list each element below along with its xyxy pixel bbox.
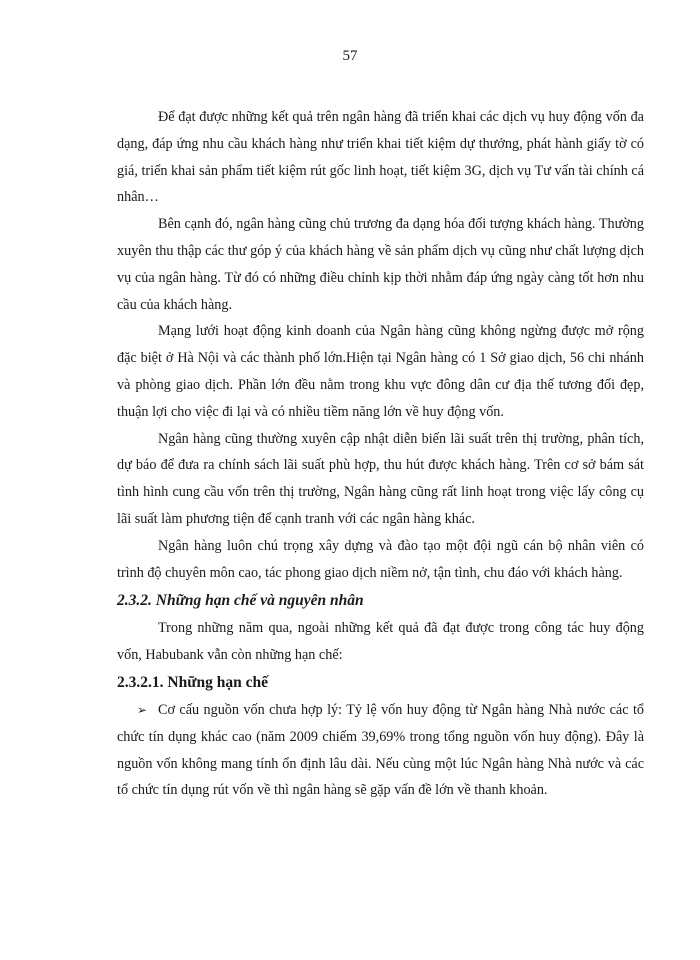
paragraph-network: Mạng lưới hoạt động kinh doanh của Ngân hàng cũng không ngừng được mở rộng đặc biệt ở Hà Nội và các thành phố lớn.Hiện tại Ngân hàng có 1 Sở giao dịch, 56 chi nhánh và phòng giao dịch. Phần lớn đều nằm trong khu vực đông dân cư địa thế tương đối đẹp, thuận lợi cho việc đi lại và có nhiều tiềm năng lớn về huy động vốn.	[117, 323, 644, 420]
paragraph-limitations-intro: Trong những năm qua, ngoài những kết quả đã đạt được trong công tác huy động vốn, Habubank vẫn còn những hạn chế:	[117, 620, 644, 664]
arrow-bullet-icon: ➢	[137, 702, 148, 717]
paragraph-services: Để đạt được những kết quả trên ngân hàng đã triển khai các dịch vụ huy động vốn đa dạng, đáp ứng nhu cầu khách hàng như triển khai tiết kiệm dự thưởng, phát hành giấy tờ có giá, triển khai sản phẩm tiết kiệm rút gốc linh hoạt, tiết kiệm 3G, dịch vụ Tư vấn tài chính cá nhân…	[117, 109, 644, 206]
page-content	[117, 104, 644, 804]
paragraph-staff: Ngân hàng luôn chú trọng xây dựng và đào tạo một đội ngũ cán bộ nhân viên có trình độ chuyên môn cao, tác phong giao dịch niềm nở, tận tình, chu đáo với khách hàng.	[117, 537, 644, 581]
paragraph-interest-rates: Ngân hàng cũng thường xuyên cập nhật diễn biến lãi suất trên thị trường, phân tích, dự báo để đưa ra chính sách lãi suất phù hợp, thu hút được khách hàng. Trên cơ sở bám sát tình hình cung cầu vốn trên thị trường, Ngân hàng cũng rất linh hoạt trong việc lấy công cụ lãi suất làm phương tiện để cạnh tranh với các ngân hàng khác.	[117, 430, 644, 527]
page-number: 57	[342, 48, 358, 64]
bullet-text: Cơ cấu nguồn vốn chưa hợp lý: Tỷ lệ vốn huy động từ Ngân hàng Nhà nước các tổ chức tín dụng khác cao (năm 2009 chiếm 39,69% trong tổng nguồn vốn huy động). Đây là nguồn vốn không mang tính ổn định lâu dài. Nếu cùng một lúc Ngân hàng Nhà nước và các tổ chức tín dụng rút vốn về thì ngân hàng sẽ gặp vấn đề lớn về thanh khoản.	[117, 701, 644, 799]
subsection-heading: 2.3.2.1. Những hạn chế	[117, 673, 268, 691]
section-heading: 2.3.2. Những hạn chế và nguyên nhân	[117, 592, 364, 610]
bullet-item-capital-structure	[117, 697, 644, 804]
paragraph-customers: Bên cạnh đó, ngân hàng cũng chủ trương đa dạng hóa đối tượng khách hàng. Thường xuyên thu thập các thư góp ý của khách hàng về sản phẩm dịch vụ cũng như chất lượng dịch vụ của ngân hàng. Từ đó có những điều chỉnh kịp thời nhằm đáp ứng ngày càng tốt hơn nhu cầu của khách hàng.	[117, 216, 644, 313]
